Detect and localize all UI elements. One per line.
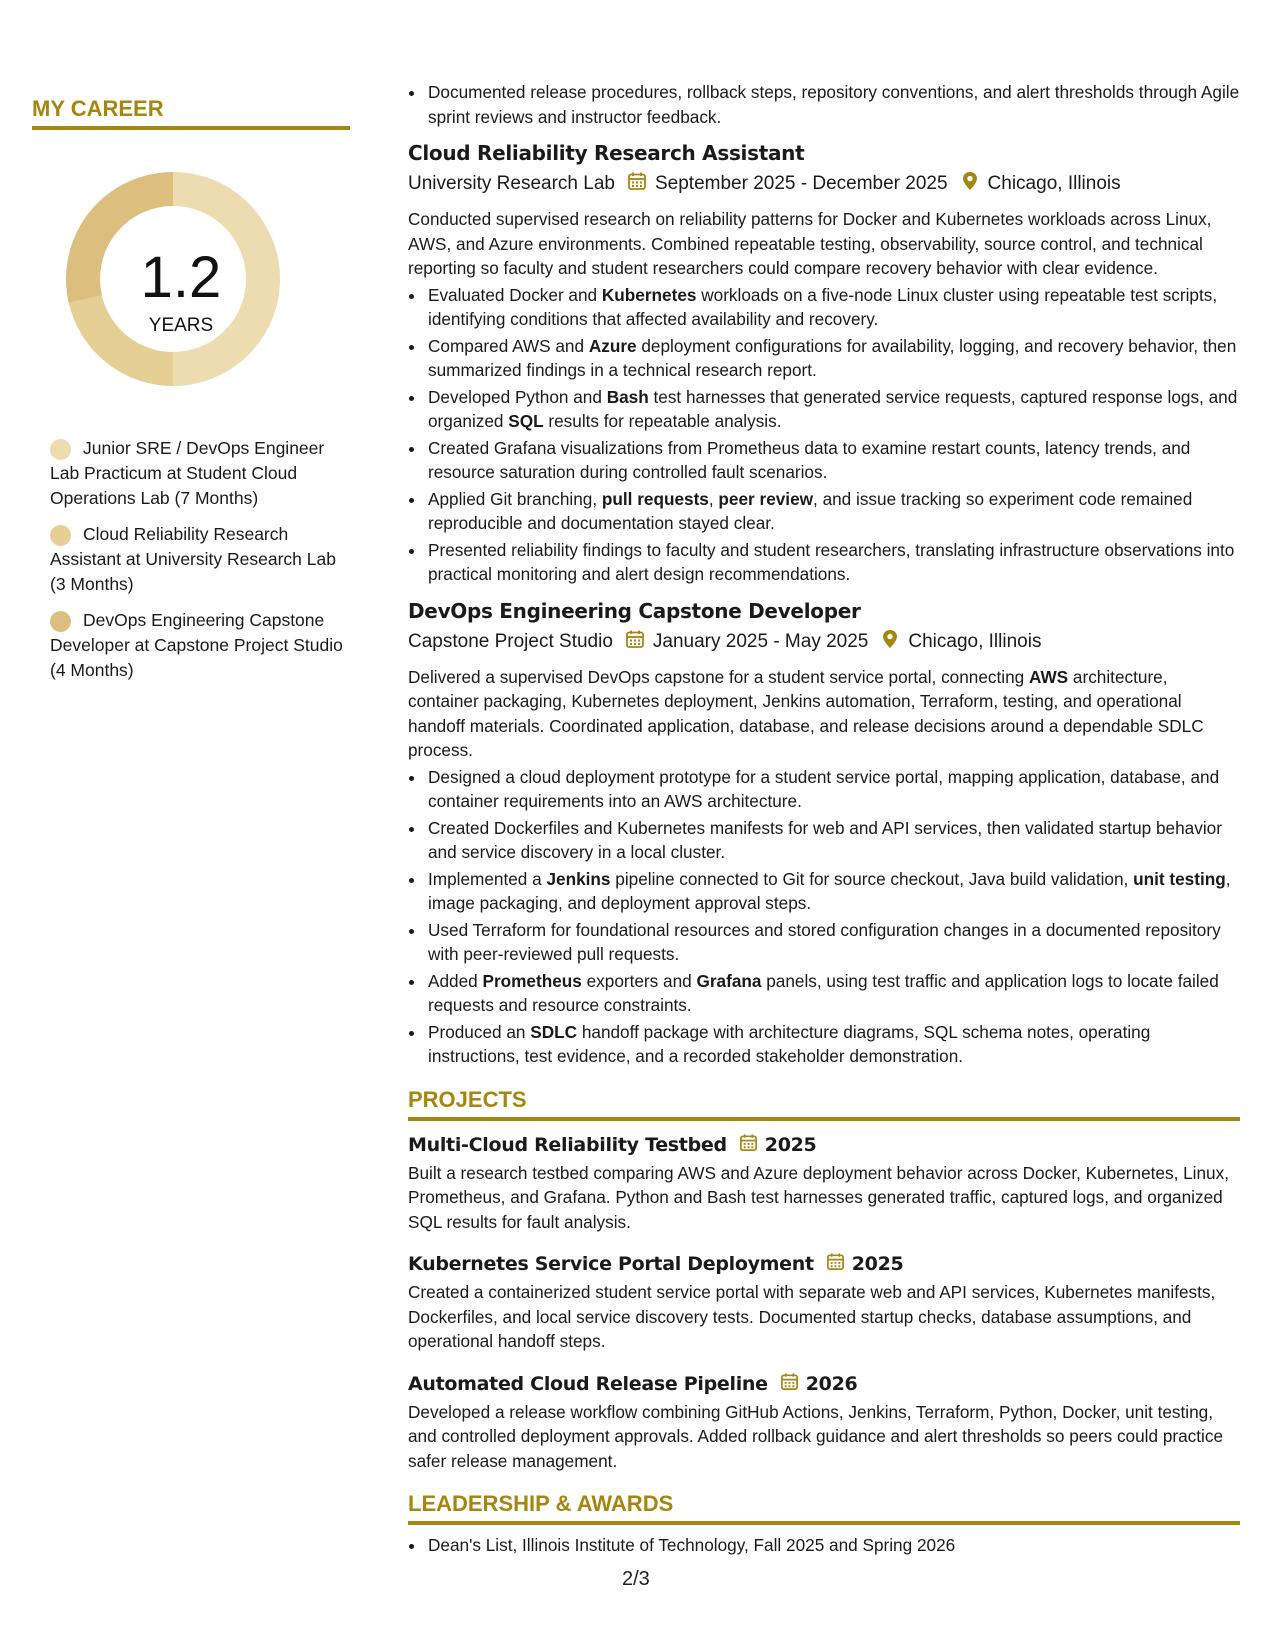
job-organization: Capstone Project Studio (408, 630, 613, 652)
bullet-item: • Developed Python and Bash test harnesses that generated service requests, captured response logs, and organized SQL results for repeatable analysis. (426, 385, 1240, 434)
job-title: Cloud Reliability Research Assistant (408, 141, 805, 165)
job-dates: September 2025 - December 2025 (654, 173, 948, 194)
bullet-item: • Documented release procedures, rollback steps, repository conventions, and alert thresholds through Agile sprint reviews and instructor feedback. (426, 80, 1240, 129)
years-label: YEARS (148, 315, 214, 336)
calendar-icon (826, 1252, 845, 1276)
project-entry (408, 1372, 1240, 1474)
project-title: Kubernetes Service Portal Deployment (408, 1253, 814, 1275)
job-dates: January 2025 - May 2025 (652, 630, 869, 652)
career-dot-icon (50, 611, 71, 632)
bullet-item: • Compared AWS and Azure deployment configurations for availability, logging, and recovery behavior, then summarized findings in a technical research report. (426, 334, 1240, 383)
job-organization: University Research Lab (408, 173, 615, 194)
career-donut-chart (66, 172, 296, 402)
project-title-row (408, 1372, 1240, 1396)
bullet-item: • Produced an SDLC handoff package with architecture diagrams, SQL schema notes, operating instructions, test evidence, and a recorded stakeholder demonstration. (426, 1020, 1240, 1069)
previous-job-bullets (408, 80, 1240, 129)
location-pin-icon (880, 629, 900, 655)
project-description: Created a containerized student service portal with separate web and API services, Kubernetes manifests, Dockerfiles, and local service discovery tests. Documented startup checks, database assumptions, and operational handoff steps. (408, 1282, 1216, 1351)
career-dot-icon (50, 439, 71, 460)
project-year: 2025 (764, 1133, 817, 1156)
calendar-icon (625, 629, 645, 655)
calendar-icon (739, 1133, 758, 1157)
job-entry (408, 599, 1240, 1069)
project-title-row (408, 1252, 1240, 1276)
calendar-icon (627, 171, 647, 197)
project-year: 2025 (851, 1253, 904, 1275)
project-entry (408, 1133, 1240, 1235)
project-description: Built a research testbed comparing AWS and Azure deployment behavior across Docker, Kubernetes, Linux, Prometheus, and Grafana. Python and Bash test harnesses generated traffic, captured logs, and organized SQL results for fault analysis. (408, 1162, 1229, 1232)
career-item (50, 436, 350, 511)
leadership-section-title: LEADERSHIP & AWARDS (408, 1491, 1240, 1525)
career-item-text: DevOps Engineering Capstone Developer at Capstone Project Studio (4 Months) (50, 610, 343, 680)
project-title-row (408, 1133, 1240, 1157)
leadership-list (408, 1533, 1240, 1558)
bullet-item: • Created Dockerfiles and Kubernetes manifests for web and API services, then validated startup behavior and service discovery in a local cluster. (426, 816, 1240, 865)
job-meta (408, 171, 1240, 197)
project-title: Multi-Cloud Reliability Testbed (408, 1133, 727, 1156)
years-value: 1.2 (140, 245, 222, 310)
career-list (50, 436, 350, 683)
job-location: Chicago, Illinois (908, 630, 1042, 652)
job-summary: Conducted supervised research on reliability patterns for Docker and Kubernetes workloads across Linux, AWS, and Azure environments. Combined repeatable testing, observability, source control, and technical reporting so faculty and student researchers could compare recovery behavior with clear evidence. (408, 209, 1212, 278)
job-summary: Delivered a supervised DevOps capstone for a student service portal, connecting AWS architecture, container packaging, Kubernetes deployment, Jenkins automation, Terraform, testing, and operational handoff materials. Coordinated application, database, and release decisions around a dependable SDLC process. (408, 666, 1204, 760)
job-bullets (408, 765, 1240, 1069)
project-description: Developed a release workflow combining GitHub Actions, Jenkins, Terraform, Python, Docker, unit testing, and controlled deployment approvals. Added rollback guidance and alert thresholds so peers could practice safer release management. (408, 1401, 1224, 1471)
career-section-title: MY CAREER (32, 96, 350, 130)
project-entry (408, 1252, 1240, 1354)
projects-section-title: PROJECTS (408, 1087, 1240, 1121)
project-year: 2026 (805, 1372, 858, 1395)
bullet-item: • Designed a cloud deployment prototype for a student service portal, mapping application, database, and container requirements into an AWS architecture. (426, 765, 1240, 814)
bullet-item: • Presented reliability findings to faculty and student researchers, translating infrastructure observations into practical monitoring and alert design recommendations. (426, 538, 1240, 587)
career-item-text: Cloud Reliability Research Assistant at University Research Lab (3 Months) (50, 524, 336, 594)
bullet-item: • Applied Git branching, pull requests, peer review, and issue tracking so experiment code remained reproducible and documentation stayed clear. (426, 487, 1240, 536)
job-entry (408, 141, 1240, 587)
career-item (50, 608, 350, 683)
career-dot-icon (50, 525, 71, 546)
career-item-text: Junior SRE / DevOps Engineer Lab Practicum at Student Cloud Operations Lab (7 Months) (50, 438, 325, 508)
bullet-item: • Added Prometheus exporters and Grafana panels, using test traffic and application logs to locate failed requests and resource constraints. (426, 969, 1240, 1018)
bullet-item: • Implemented a Jenkins pipeline connected to Git for source checkout, Java build validation, unit testing, image packaging, and deployment approval steps. (426, 867, 1240, 916)
bullet-item: • Evaluated Docker and Kubernetes workloads on a five-node Linux cluster using repeatable test scripts, identifying conditions that affected availability and recovery. (426, 283, 1240, 332)
job-location: Chicago, Illinois (987, 173, 1121, 194)
projects-list (408, 1133, 1240, 1474)
bullet-item: • Created Grafana visualizations from Prometheus data to examine restart counts, latency trends, and resource saturation during controlled fault scenarios. (426, 436, 1240, 485)
sidebar (32, 96, 350, 694)
project-title: Automated Cloud Release Pipeline (408, 1372, 768, 1395)
location-pin-icon (960, 171, 980, 197)
job-title: DevOps Engineering Capstone Developer (408, 598, 861, 623)
page-number: 2/3 (622, 1568, 650, 1590)
bullet-item: • Used Terraform for foundational resources and stored configuration changes in a documented repository with peer-reviewed pull requests. (426, 918, 1240, 967)
jobs-list (408, 141, 1240, 1069)
job-bullets (408, 283, 1240, 587)
job-meta (408, 629, 1240, 655)
award-item: • Dean's List, Illinois Institute of Technology, Fall 2025 and Spring 2026 (426, 1533, 1240, 1558)
main-content (408, 80, 1240, 1560)
career-item (50, 522, 350, 597)
calendar-icon (780, 1372, 799, 1396)
